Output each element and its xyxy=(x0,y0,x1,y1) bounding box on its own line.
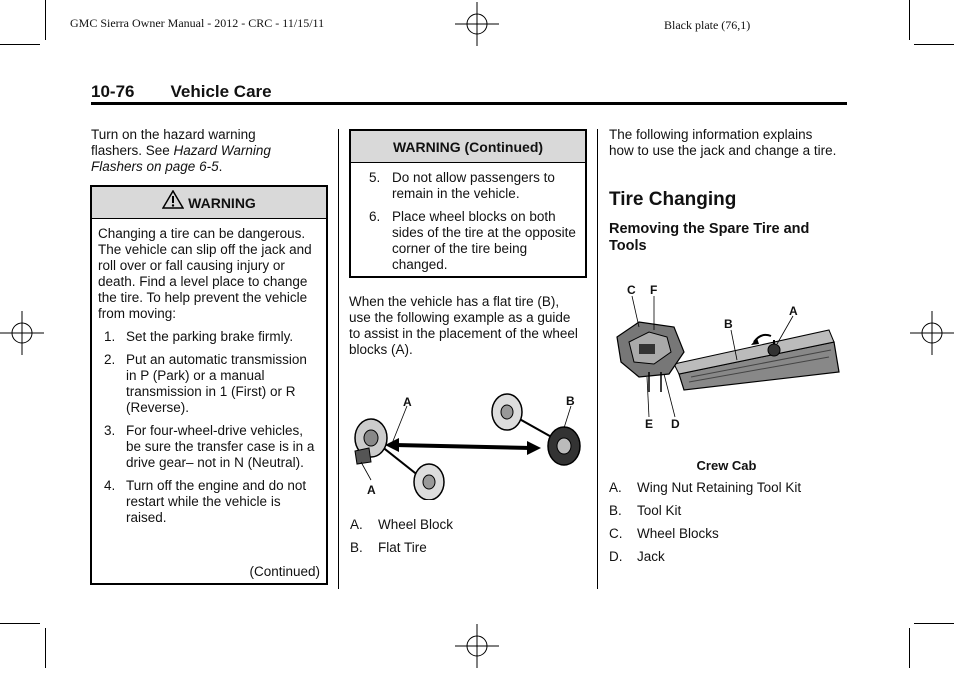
legend-item: A. Wheel Block xyxy=(350,517,454,532)
manual-id: GMC Sierra Owner Manual - 2012 - CRC - 11/15/11 xyxy=(70,16,325,30)
figure-label-a: A xyxy=(789,304,798,318)
legend-item: C. Wheel Blocks xyxy=(609,526,719,541)
plate-label: Black plate (76,1) xyxy=(664,18,751,32)
crop-mark xyxy=(0,623,40,624)
heading-tire-changing: Tire Changing xyxy=(609,189,737,210)
crop-mark xyxy=(914,44,954,45)
wheel-block-paragraph: When the vehicle has a flat tire (B), use the following example as a guide to assist in the placement of the wheel blocks (A). xyxy=(349,294,578,357)
list-item: 3. For four-wheel-drive vehicles, be sure the transfer case is in a drive gear– not in N (Neutral). xyxy=(104,423,315,470)
crop-mark xyxy=(45,628,46,668)
list-item: 6. Place wheel blocks on both sides of the tire at the opposite corner of the tire being changed. xyxy=(369,209,576,272)
subheading-removing-spare: Removing the Spare Tire and Tools xyxy=(609,221,810,254)
warning-continued-header: WARNING (Continued) xyxy=(351,131,585,163)
registration-mark-right xyxy=(910,311,954,355)
figure-label-e: E xyxy=(645,417,654,431)
registration-mark-top xyxy=(455,2,499,46)
wing-nut-shape xyxy=(768,344,780,356)
registration-mark-left xyxy=(0,311,44,355)
warning-text: Changing a tire can be dangerous. The vehicle can slip off the jack and roll over or fall causing injury or death. Find a level place to change the tire. To help prevent the vehicle from moving: xyxy=(98,226,312,321)
list-item: 1. Set the parking brake firmly. xyxy=(104,329,294,344)
warning-continued-steps xyxy=(351,170,585,273)
warning-triangle-icon xyxy=(162,188,184,220)
wheel-block-figure xyxy=(349,388,589,500)
intro-paragraph-col3: The following information explains how to use the jack and change a tire. xyxy=(609,127,837,158)
figure-caption: Crew Cab xyxy=(696,458,757,473)
warning-box xyxy=(90,185,328,585)
figure-label-d: D xyxy=(671,417,680,431)
legend-item: D. Jack xyxy=(609,549,665,564)
spare-tire-tools-figure xyxy=(609,282,844,432)
registration-mark-bottom xyxy=(455,624,499,668)
continued-label: (Continued) xyxy=(249,564,320,579)
crop-mark xyxy=(45,0,46,40)
column-divider xyxy=(338,129,339,589)
figure-label-f: F xyxy=(650,283,658,297)
legend-item: A. Wing Nut Retaining Tool Kit xyxy=(609,480,802,495)
spare-tire-legend xyxy=(609,480,844,572)
page-header xyxy=(91,82,272,102)
legend-item: B. Flat Tire xyxy=(350,540,427,555)
figure-label-a-top: A xyxy=(403,395,412,409)
intro-paragraph: Turn on the hazard warning flashers. See Hazard Warning Flashers on page 6-5. xyxy=(91,127,271,174)
list-item: 2. Put an automatic transmission in P (Park) or a manual transmission in 1 (First) or R (Reverse). xyxy=(104,352,307,415)
warning-steps xyxy=(92,329,326,526)
figure-label-b: B xyxy=(566,394,575,408)
legend-item: B. Tool Kit xyxy=(609,503,682,518)
section-title: Vehicle Care xyxy=(170,82,272,101)
column-divider xyxy=(597,129,598,589)
warning-header xyxy=(92,187,326,219)
crop-mark xyxy=(909,628,910,668)
section-number: 10-76 xyxy=(91,82,135,101)
crop-mark xyxy=(914,623,954,624)
warning-continued-box xyxy=(349,129,587,278)
warning-title: WARNING xyxy=(188,195,256,211)
crop-mark xyxy=(0,44,40,45)
wheel-block-shape xyxy=(355,448,371,464)
figure-label-b: B xyxy=(724,317,733,331)
wheel-block-legend xyxy=(350,517,585,563)
list-item: 5. Do not allow passengers to remain in the vehicle. xyxy=(369,170,555,201)
crop-mark xyxy=(909,0,910,40)
header-rule xyxy=(91,102,847,105)
list-item: 4. Turn off the engine and do not restart while the vehicle is raised. xyxy=(104,478,307,525)
figure-label-a-bottom: A xyxy=(367,483,376,497)
figure-label-c: C xyxy=(627,283,636,297)
cross-reference-link[interactable]: Hazard Warning Flashers on page 6-5 xyxy=(91,143,271,174)
